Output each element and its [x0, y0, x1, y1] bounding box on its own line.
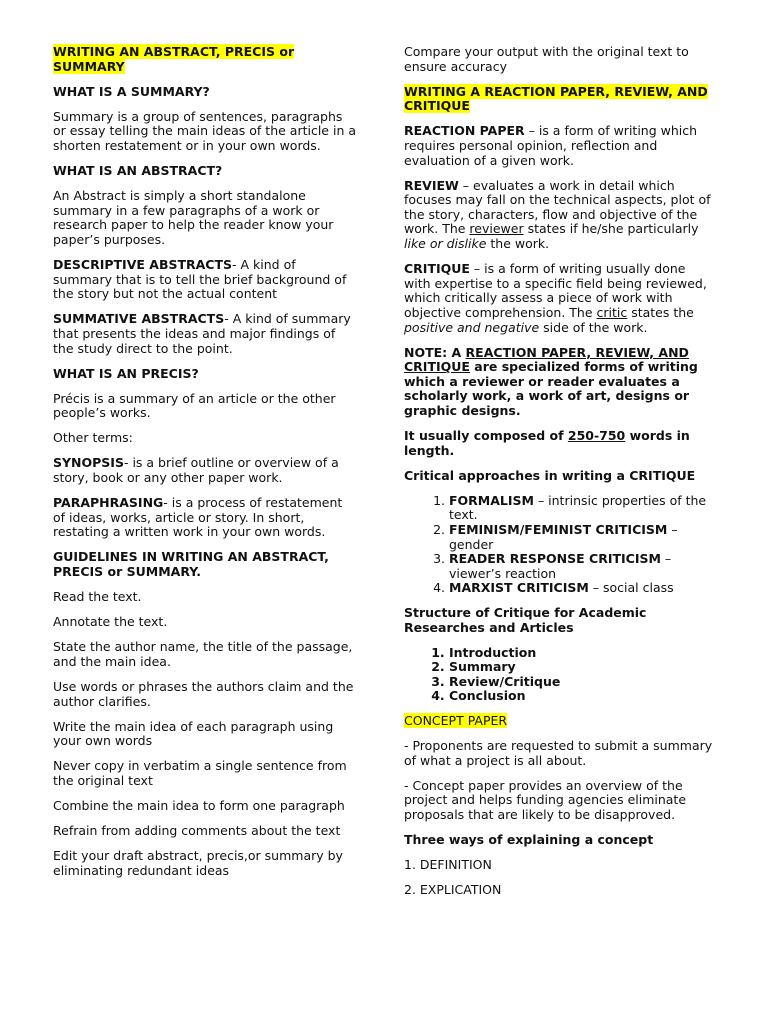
highlighted-heading: WRITING A REACTION PAPER, REVIEW, AND CRITIQUE: [404, 83, 708, 114]
paragraph: Summary is a group of sentences, paragraphs or essay telling the main ideas of the article in a shorten restatement or in your own words.: [53, 108, 357, 153]
list-item: 3. READER RESPONSE CRITICISM – viewer’s reaction: [449, 552, 714, 581]
guideline-step: Read the text.: [53, 589, 142, 605]
term: PARAPHRASING: [53, 495, 164, 511]
section-title: [53, 45, 358, 74]
structure-heading: Structure of Critique for Academic Researches and Articles: [404, 605, 647, 635]
guideline-step: Edit your draft abstract, precis,or summary by eliminating redundant ideas: [53, 848, 343, 878]
guideline-step: Compare your output with the original text to ensure accuracy: [404, 44, 689, 74]
definition-paragraph: SUMMATIVE ABSTRACTS- A kind of summary that presents the ideas and major findings of the study direct to the point.: [53, 311, 351, 356]
three-ways-heading: Three ways of explaining a concept: [404, 832, 654, 848]
guideline-step: Write the main idea of each paragraph using your own words: [53, 718, 334, 749]
paragraph: An Abstract is simply a short standalone summary in a few paragraphs of a work or research paper to help the reader know your paper’s purposes.: [53, 188, 334, 247]
definition-paragraph: CRITIQUE – is a form of writing usually done with expertise to a specific field being reviewed, which critically assess a piece of work with objective comprehension. The critic states the positive and negative side of the work.: [404, 261, 707, 335]
guideline-step: Annotate the text.: [53, 614, 168, 630]
list-item: 2. FEMINISM/FEMINIST CRITICISM – gender: [449, 523, 714, 552]
way-item: 2. EXPLICATION: [404, 882, 502, 898]
list-item: 1. FORMALISM – intrinsic properties of the text.: [449, 494, 714, 523]
guidelines-heading: GUIDELINES IN WRITING AN ABSTRACT, PRECIS or SUMMARY.: [53, 549, 329, 580]
paragraph: Other terms:: [53, 430, 133, 446]
definition-paragraph: SYNOPSIS- is a brief outline or overview of a story, book or any other paper work.: [53, 455, 339, 486]
guideline-step: Refrain from adding comments about the text: [53, 823, 341, 839]
paragraph: - Concept paper provides an overview of the project and helps funding agencies eliminate proposals that are likely to be disapproved.: [404, 777, 687, 823]
term: REVIEW: [404, 177, 459, 193]
term: SYNOPSIS: [53, 455, 124, 471]
approaches-heading: Critical approaches in writing a CRITIQUE: [404, 467, 696, 483]
definition-paragraph: PARAPHRASING- is a process of restatement of ideas, works, article or story. In short, restating a written work in your own words.: [53, 495, 343, 540]
question-heading: WHAT IS AN PRECIS?: [53, 365, 199, 381]
list-item: 1. Introduction: [449, 646, 714, 661]
structure-list: [404, 646, 714, 704]
definition-paragraph: REVIEW – evaluates a work in detail which focuses may fall on the technical aspects, plot of the story, characters, flow and objective of the work. The reviewer states if he/she particularly like or dislike the work.: [404, 177, 711, 252]
term: CRITIQUE: [404, 261, 470, 277]
guideline-step: Combine the main idea to form one paragraph: [53, 798, 345, 814]
definition-paragraph: REACTION PAPER – is a form of writing which requires personal opinion, reflection and evaluation of a given work.: [404, 123, 698, 168]
way-item: 1. DEFINITION: [404, 857, 492, 873]
guideline-step: Never copy in verbatim a single sentence from the original text: [53, 758, 347, 788]
paragraph: - Proponents are requested to submit a summary of what a project is all about.: [404, 738, 713, 768]
list-item: 2. Summary: [449, 660, 714, 675]
guideline-step: Use words or phrases the authors claim and the author clarifies.: [53, 679, 354, 709]
section-title: [404, 85, 714, 114]
highlighted-heading: CONCEPT PAPER: [404, 713, 508, 729]
highlighted-heading: WRITING AN ABSTRACT, PRECIS or SUMMARY: [53, 44, 295, 74]
guideline-step: State the author name, the title of the passage, and the main idea.: [53, 639, 353, 669]
definition-paragraph: DESCRIPTIVE ABSTRACTS- A kind of summary that is to tell the brief background of the story but not the actual content: [53, 257, 347, 302]
length-paragraph: It usually composed of 250-750 words in length.: [404, 428, 690, 458]
right-column: [404, 45, 714, 908]
section-title: [404, 714, 714, 729]
question-heading: WHAT IS AN ABSTRACT?: [53, 163, 223, 179]
approaches-list: [404, 494, 714, 596]
list-item: 4. MARXIST CRITICISM – social class: [449, 581, 714, 596]
paragraph: Précis is a summary of an article or the other people’s works.: [53, 390, 336, 421]
term: SUMMATIVE ABSTRACTS: [53, 311, 225, 327]
question-heading: WHAT IS A SUMMARY?: [53, 83, 210, 99]
left-column: [53, 45, 358, 889]
list-item: 4. Conclusion: [449, 689, 714, 704]
list-item: 3. Review/Critique: [449, 675, 714, 690]
term: REACTION PAPER: [404, 123, 525, 139]
note-paragraph: NOTE: A REACTION PAPER, REVIEW, AND CRITIQUE are specialized forms of writing which a reviewer or reader evaluates a scholarly work, a work of art, designs or graphic designs.: [404, 344, 698, 418]
term: DESCRIPTIVE ABSTRACTS: [53, 257, 233, 273]
